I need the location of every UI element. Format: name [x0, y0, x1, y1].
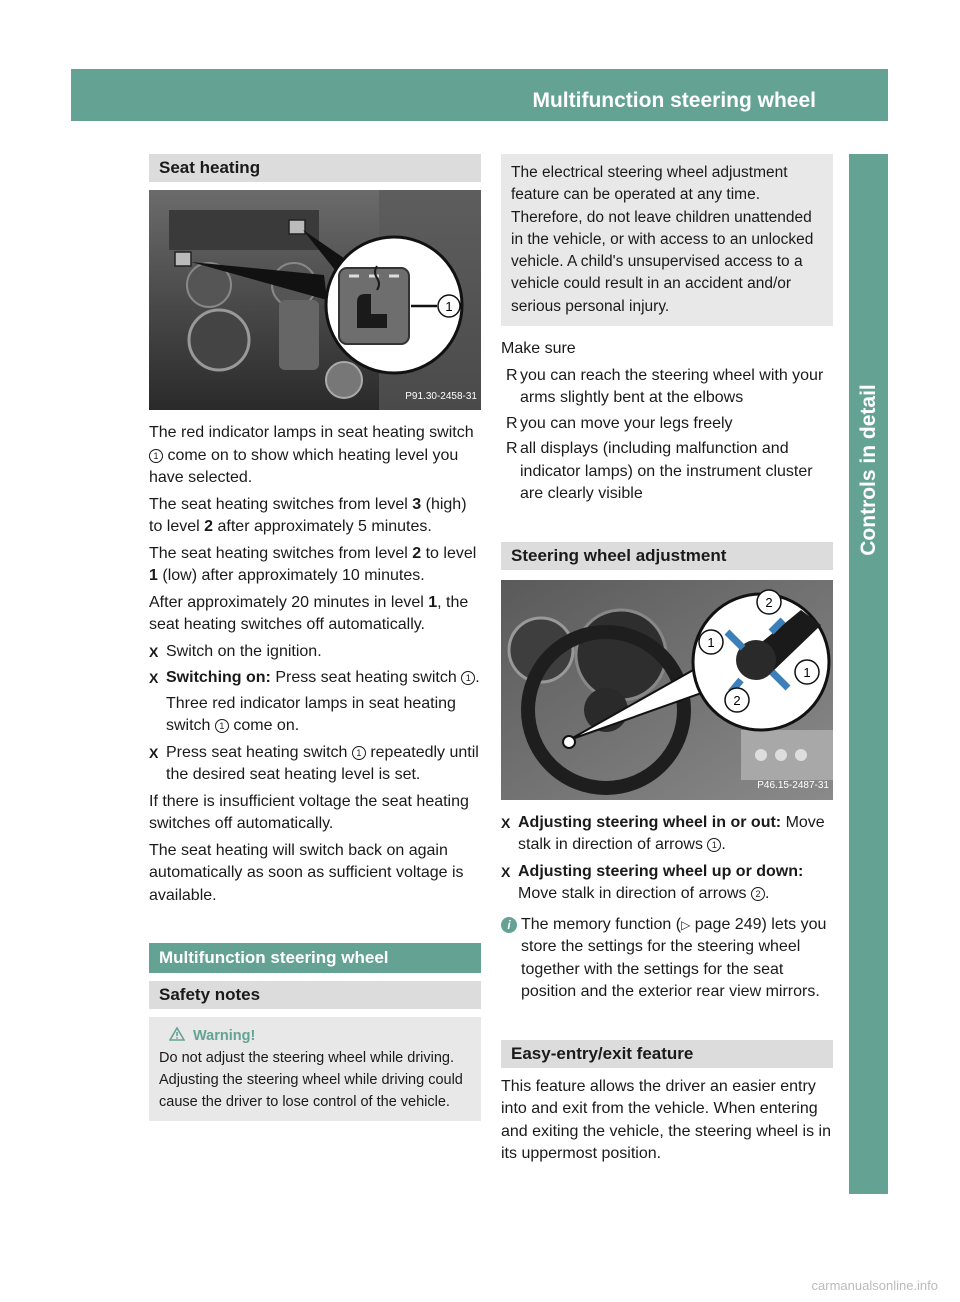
step-repeat-press: X Press seat heating switch 1 repeatedly until the desired seat heating level is set.: [149, 743, 479, 783]
marker-1: 1: [707, 838, 721, 852]
warning-box: [149, 1017, 481, 1121]
left-switch-marker: [175, 252, 191, 266]
warning-heading: Warning!: [159, 1025, 471, 1047]
paragraph-insufficient-voltage: If there is insufficient voltage the seat heating switches off automatically.: [149, 792, 469, 832]
footer-watermark: carmanualsonline.info: [811, 1278, 938, 1293]
paragraph-switch-back-on: The seat heating will switch back on again automatically as soon as sufficient voltage is available.: [149, 841, 464, 904]
marker-1: 1: [461, 671, 475, 685]
marker-2: 2: [751, 887, 765, 901]
marker-1: 1: [352, 746, 366, 760]
step-result: Three red indicator lamps in seat heating switch 1 come on.: [166, 694, 456, 734]
paragraph-indicator-lamps: The red indicator lamps in seat heating switch 1 come on to show which heating level you have selected.: [149, 424, 474, 486]
seat-heating-switch-icon: [339, 268, 409, 344]
seat-heating-illustration: [149, 190, 481, 410]
bullet-displays: R all displays (including malfunction and indicator lamps) on the instrument cluster are clearly visible: [506, 440, 813, 503]
paragraph-auto-off: After approximately 20 minutes in level 1, the seat heating switches off automatically.: [149, 593, 469, 633]
callout-1-right-label: 1: [803, 664, 811, 680]
info-note-memory: i The memory function (▷ page 249) lets you store the settings for the steering wheel together with the settings for the seat position and the exterior rear view mirrors.: [501, 914, 833, 1004]
child-warning-box: The electrical steering wheel adjustment feature can be operated at any time. Therefore, do not leave children unattended in the vehicle, or with access to an unlocked vehicle. A child's unsupervised access to a vehicle could result in an accident and/or serious personal injury.: [501, 154, 833, 326]
steering-wheel-illustration: [501, 580, 833, 800]
make-sure-label: Make sure: [501, 340, 576, 358]
section-heading-easy-entry: Easy-entry/exit feature: [501, 1040, 833, 1068]
callout-2-bottom-label: 2: [733, 692, 741, 708]
page-ref-arrow-icon: ▷: [681, 917, 691, 932]
warning-triangle-icon: [169, 1027, 185, 1041]
steering-wheel-photo: [501, 580, 833, 800]
section-heading-safety-notes: Safety notes: [149, 981, 481, 1009]
callout-1-left-label: 1: [707, 634, 715, 650]
section-heading-mfsw: Multifunction steering wheel: [149, 943, 481, 973]
bullet-marker: R: [506, 440, 518, 458]
step-marker: X: [501, 863, 511, 880]
paragraph-level-2-to-1: The seat heating switches from level 2 to level 1 (low) after approximately 10 minutes.: [149, 544, 477, 584]
header-title: Multifunction steering wheel: [532, 89, 816, 112]
section-heading-seat-heating: Seat heating: [149, 154, 481, 182]
page-number: 245: [916, 90, 950, 112]
photo-caption: P46.15-2487-31: [757, 780, 829, 792]
step-in-out: X Adjusting steering wheel in or out: Move stalk in direction of arrows 1 .: [501, 813, 825, 854]
paragraph-easy-entry: This feature allows the driver an easier entry into and exit from the vehicle. When entering and exiting the vehicle, the steering wheel is in its uppermost position.: [501, 1077, 831, 1163]
step-up-down: X Adjusting steering wheel up or down: Move stalk in direction of arrows 2 .: [501, 862, 804, 903]
side-tab-label: Controls in detail: [856, 384, 880, 556]
step-marker: X: [149, 643, 159, 660]
bullet-reach: R you can reach the steering wheel with your arms slightly bent at the elbows: [506, 366, 824, 407]
info-icon: i: [501, 917, 517, 933]
callout-1-label: 1: [445, 299, 453, 314]
paragraph-level-3-to-2: The seat heating switches from level 3 (high) to level 2 after approximately 5 minutes.: [149, 495, 467, 535]
callout-2-top-label: 2: [765, 594, 773, 610]
bullet-marker: R: [506, 366, 518, 384]
photo-caption: P91.30-2458-31: [405, 390, 477, 402]
left-column: [149, 154, 481, 1121]
step-marker: X: [501, 814, 511, 831]
seat-heating-photo: [149, 190, 481, 410]
warning-text: Do not adjust the steering wheel while driving. Adjusting the steering wheel while driving could cause the driver to lose control of the vehicle.: [159, 1050, 463, 1110]
stalk-marker: [563, 736, 575, 748]
marker-1: 1: [215, 719, 229, 733]
section-heading-steering-adjustment: Steering wheel adjustment: [501, 542, 833, 570]
step-ignition: X Switch on the ignition.: [149, 641, 481, 664]
step-marker: X: [149, 670, 159, 686]
header-bar: [71, 69, 950, 121]
right-column: [501, 154, 833, 1170]
right-switch-marker: [289, 220, 305, 234]
side-tab: [849, 154, 888, 1194]
step-marker: X: [149, 744, 159, 761]
bullet-marker: R: [506, 414, 518, 432]
step-switching-on: X Switching on: Press seat heating switch 1 . Three red indicator lamps in seat heating switch 1 come on.: [149, 667, 481, 738]
marker-1: 1: [149, 449, 163, 463]
side-tab-label-box: [849, 340, 888, 600]
bullet-legs: R you can move your legs freely: [501, 413, 833, 436]
